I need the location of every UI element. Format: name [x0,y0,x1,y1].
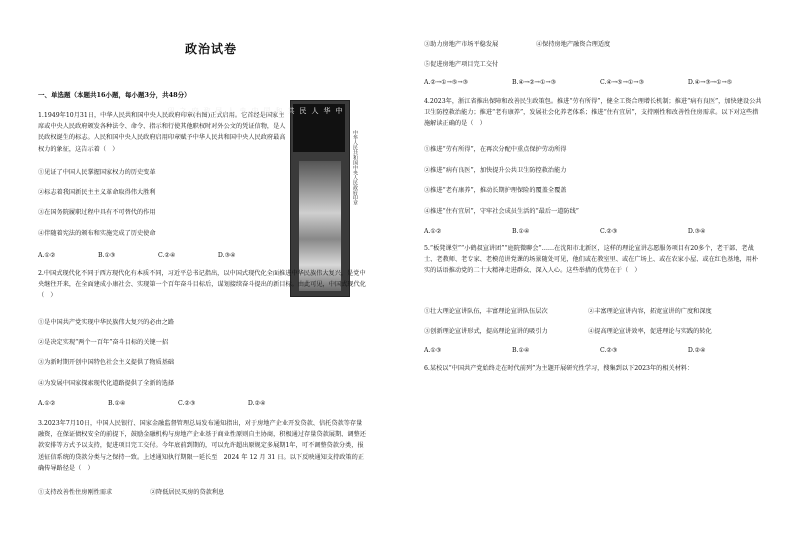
q1-choice-b[interactable]: B.①③ [97,252,116,259]
section-heading: 一、单选题（本题共16小题，每小题3分，共48分） [38,91,191,99]
seal-face: 中华人民共和国中央人民政府之印 [293,104,345,152]
q1-option-3: ③在国务院履职过程中具有不可替代的作用 [38,209,156,216]
q2-choice-a[interactable]: A.①② [38,400,56,407]
q1-choice-d[interactable]: D.③④ [217,252,236,259]
q4-option-1: ①推进“劳有所得”，在再次分配中重点保护劳动所得 [424,146,567,153]
q3-choice-c[interactable]: C.④→⑤→①→③ [599,79,645,86]
q2-choice-c[interactable]: C.②③ [177,400,196,407]
q5-option-3: ③创新理论宣讲形式，提高理论宣讲的吸引力 [424,328,548,335]
q3-stem: 3.2023年7月10日，中国人民银行、国家金融监督管理总局发布通知指出，对于房地产企业开发贷款、信托贷款等存量融资，在保证债权安全的前提下，鼓励金融机构与房地产企业基于商业性原则自主协商，积极通过存量贷款展期、调整还款安排等方式予以支持，促进项目完工交付。今年底前到期的，可以允许超出原规定多展期1年，可不调整贷款分类，报送征信系统的贷款分类与之保持一致。上述通知执行期限一延长至 2024 年 12 月 31 日。以下反映通知支持政策的正确传导路径是（ ） [38,420,366,472]
q2-choice-d[interactable]: D.②④ [247,400,266,407]
q4-option-4: ④推进“住有宜居”，守牢社会成员生活的“最后一道防线” [424,208,579,215]
q5-choice-d[interactable]: D.②④ [687,347,706,354]
q1-option-1: ①见证了中国人民掌握国家权力的历史变革 [38,169,156,176]
q2-stem: 2.中国式现代化不同于西方现代化有本质不同，习近平总书记指出，以中国式现代化全面推进中华民族伟大复兴，是党中央继往开来，在全面建成小康社会、实现第一个百年奋斗目标后，谋划接续奋斗提出的新目标。由此可见，中国式现代化（ ） [38,270,366,300]
q3-choice-b[interactable]: B.④→②→①→③ [511,79,557,86]
q3-choice-d[interactable]: D.④→③→①→⑤ [687,79,733,86]
q2-option-4: ④为发展中国家探索现代化道路提供了全新的选择 [38,380,175,387]
q5-choice-b[interactable]: B.①④ [511,347,530,354]
q5-option-2: ②丰富理论宣讲内容，拓宽宣讲的广度和深度 [588,308,712,315]
q1-option-4: ④伴随着宪法的颁布和实施完成了历史使命 [38,230,156,237]
q2-choices [38,400,316,407]
q5-option-1: ①壮大理论宣讲队伍，丰富理论宣讲队伍层次 [424,308,548,315]
q2-choice-b[interactable]: B.①④ [107,400,126,407]
q5-choice-c[interactable]: C.②③ [599,347,618,354]
q2-option-2: ②是决定实现“两个一百年”奋斗目标的关键一招 [38,339,169,346]
seal-caption: 中华人民共和国中央人民政府印章 [352,130,358,205]
q4-option-2: ②推进“病有良医”，加快提升公共卫生防控救治能力 [424,167,567,174]
q2-option-3: ③为新时期开创中国特色社会主义提供了物质基础 [38,359,175,366]
q3-option-4: ④保持房地产融资合理适度 [536,41,611,48]
page-title: 政治试卷 [185,42,238,56]
q4-choice-a[interactable]: A.①② [424,228,442,235]
q4-choices [424,228,774,235]
q3-option-5: ⑤促进房地产项目完工交付 [424,61,499,68]
q2-option-1: ①是中国共产党实现中华民族伟大复兴的必由之路 [38,319,175,326]
q4-stem: 4.2023年，浙江省推出保障和改善民生政策包。推进“劳有所得”，健全工资合理增长机制；推进“病有良医”，加快建设公共卫生防控救治能力；推进“老有康养”，发展社会化养老体系；推进“住有宜居”，支持刚性和改善性住房需求。以下对这些措施解读正确的是（ ） [424,98,762,128]
q4-choice-b[interactable]: B.①④ [511,228,530,235]
q1-choice-a[interactable]: A.①② [38,252,56,259]
q3-choices [424,79,774,86]
q5-stem: 5.“板凳课堂”“小鹤叔宣讲团”“庭院微聊会”……在沈阳市北新区，这样的理论宣讲志愿服务项目有20多个，老干部、老战士、老教师、老专家、老模范讲党课的场景随处可见，他们或在教室里、或在广场上、或在农家小屋、或在红色基地，用朴实的话语推动党的二十大精神走进群众、深入人心。这些举措的优势在于（ ） [424,245,759,275]
q4-choice-d[interactable]: D.③④ [687,228,706,235]
q3-option-1: ①支持改善性住房刚性需求 [38,489,113,496]
q1-option-2: ②标志着我国新民主主义革命取得伟大胜利 [38,189,156,196]
q5-choices [424,347,774,354]
q4-choice-c[interactable]: C.②③ [599,228,618,235]
q1-stem: 1.1949年10月31日，中华人民共和国中央人民政府印章(右图)正式启用。它首经是国家主席或中央人民政府颁发各种法令、命令、指示和行使其他职权时对外公文的凭证信物，是人民政权诞生的标志。人民和国中央人民政府启用印章赋予中华人民共和国中央人民政府最高权力的象征，这告示着（ ） [38,112,286,153]
q5-choice-a[interactable]: A.①③ [424,347,442,354]
q1-choice-c[interactable]: C.②④ [157,252,176,259]
q6-stem: 6.某校以“中国共产党始终走在时代前列”为主题开展研究性学习，搜集到以下2023年的相关材料： [424,365,694,372]
q3-choice-a[interactable]: A.②→①→⑤→③ [424,79,469,86]
q3-option-2: ②降低居民买房的贷款利息 [150,489,225,496]
q3-option-3: ③助力房地产市场平稳发展 [424,41,499,48]
q4-option-3: ③推进“老有康养”，推动长期护理保险的覆盖全覆盖 [424,187,567,194]
q5-option-4: ④提高理论宣讲效率，促进理论与实践的转化 [588,328,712,335]
q1-choices [38,252,276,259]
